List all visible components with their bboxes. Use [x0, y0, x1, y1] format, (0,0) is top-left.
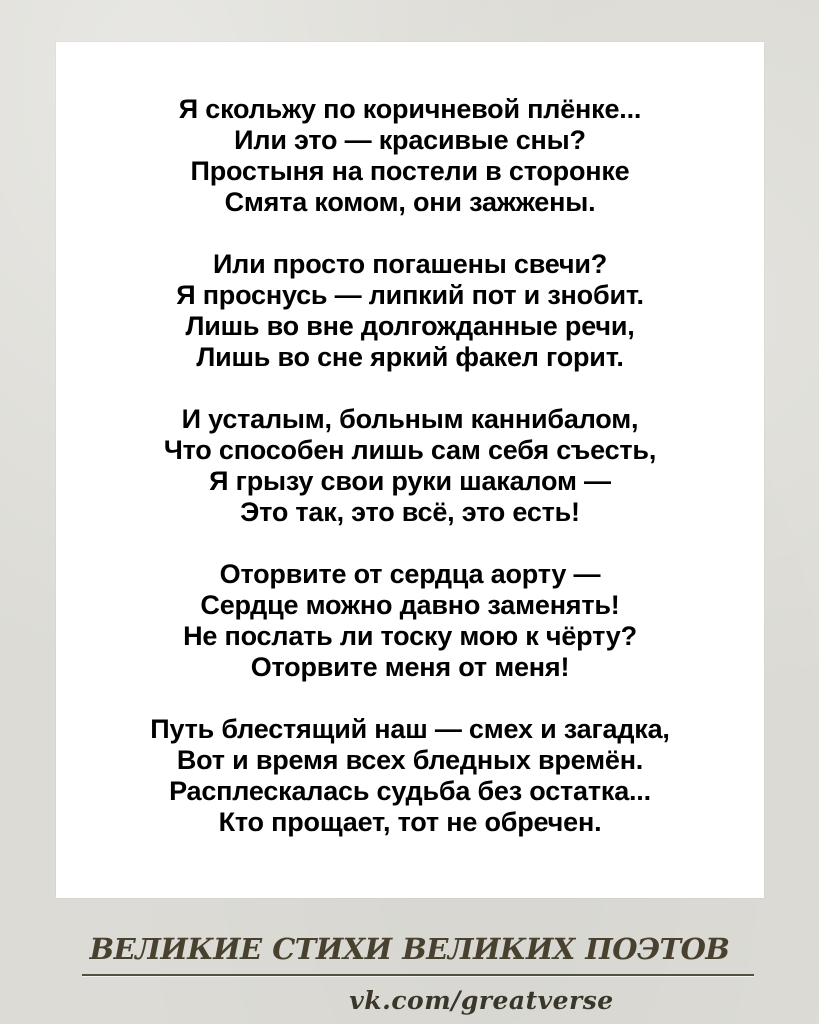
poem-line: Лишь во сне яркий факел горит.: [196, 342, 624, 372]
poem-line: Кто прощает, тот не обречен.: [218, 807, 602, 837]
footer-divider: [82, 974, 754, 977]
poem-line: Смята комом, они зажжены.: [224, 187, 596, 217]
poem-line: Не послать ли тоску мою к чёрту?: [183, 621, 637, 651]
poem-line: Оторвите меня от меня!: [250, 652, 570, 682]
poem-stanza: [56, 404, 764, 528]
poem-text: [56, 94, 764, 838]
poem-line: Сердце можно давно заменять!: [200, 590, 620, 620]
poem-line: Оторвите от сердца аорту —: [219, 559, 601, 589]
poem-line: Я грызу свои руки шакалом —: [209, 466, 611, 496]
poem-line: Простыня на постели в сторонке: [190, 156, 630, 186]
poem-line: Я скольжу по коричневой плёнке...: [178, 94, 642, 124]
poem-line: Расплескалась судьба без остатка...: [169, 776, 651, 806]
poem-line: Или это — красивые сны?: [234, 125, 586, 155]
poem-line: Вот и время всех бледных времён.: [176, 745, 644, 775]
poem-line: Что способен лишь сам себя съесть,: [163, 435, 657, 465]
poem-stanza: [56, 714, 764, 838]
poem-stanza: [56, 559, 764, 683]
poem-line: Лишь во вне долгожданные речи,: [185, 311, 635, 341]
poem-line: Путь блестящий наш — смех и загадка,: [150, 714, 670, 744]
poem-stanza: [56, 249, 764, 373]
poem-line: Это так, это всё, это есть!: [240, 497, 580, 527]
poem-line: Я проснусь — липкий пот и знобит.: [176, 280, 644, 310]
poem-stanza: [56, 94, 764, 218]
poem-line: И усталым, больным каннибалом,: [181, 404, 639, 434]
footer-link: vk.com/greatverse: [349, 986, 614, 1015]
poem-line: Или просто погашены свечи?: [212, 249, 608, 279]
footer-title: ВЕЛИКИЕ СТИХИ ВЕЛИКИХ ПОЭТОВ: [89, 932, 730, 966]
poem-card: [56, 42, 764, 898]
